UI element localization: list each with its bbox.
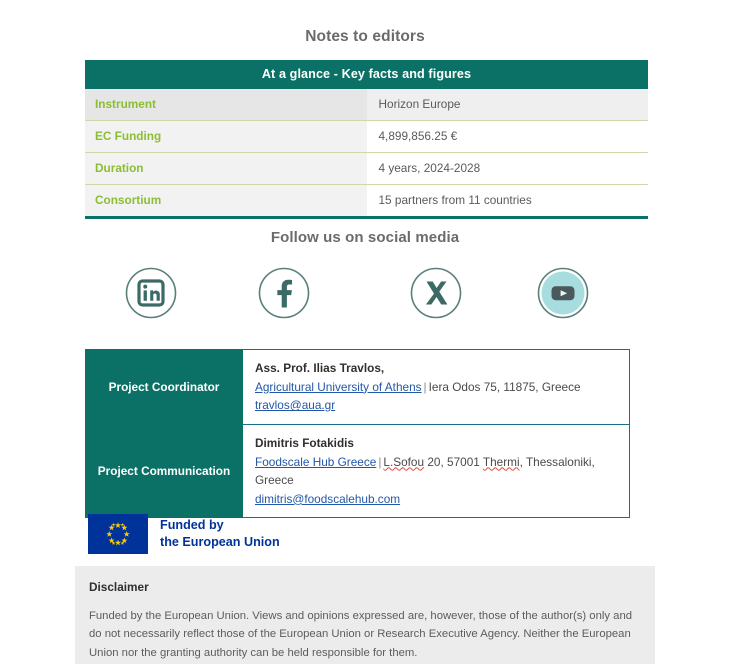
social-media-links bbox=[85, 262, 648, 326]
communication-separator: | bbox=[378, 454, 382, 469]
communication-address-street: L.Sofou bbox=[383, 454, 425, 469]
facebook-link[interactable] bbox=[253, 262, 315, 324]
coordinator-email-link[interactable]: travlos@aua.gr bbox=[255, 398, 336, 413]
eu-funding-logo bbox=[88, 514, 280, 554]
youtube-icon bbox=[532, 262, 594, 324]
fact-label-instrument: Instrument bbox=[85, 89, 367, 121]
disclaimer-body: Funded by the European Union. Views and opinions expressed are, however, those of the author(s) only and do not necessarily reflect those of the European Union or Research Executive Agency. Neither the European Union nor the granting authority can be held responsible for them. bbox=[89, 610, 633, 659]
x-twitter-icon bbox=[405, 262, 467, 324]
communication-name: Dimitris Fotakidis bbox=[255, 435, 354, 450]
eu-funded-line2: the European Union bbox=[160, 535, 280, 549]
communication-org-link[interactable]: Foodscale Hub Greece bbox=[255, 454, 377, 469]
fact-value-instrument: Horizon Europe bbox=[367, 89, 649, 121]
communication-affiliation-line bbox=[255, 453, 629, 490]
fact-value-consortium: 15 partners from 11 countries bbox=[367, 185, 649, 218]
communication-email-line bbox=[255, 490, 629, 509]
table-row bbox=[85, 185, 648, 218]
table-row bbox=[85, 153, 648, 185]
communication-address-tail: , Thessaloniki, Greece bbox=[255, 454, 595, 488]
coordinator-email-line bbox=[255, 396, 629, 415]
coordinator-name: Ass. Prof. Ilias Travlos, bbox=[255, 361, 385, 375]
facebook-icon bbox=[253, 262, 315, 324]
fact-label-ec-funding: EC Funding bbox=[85, 121, 367, 153]
fact-value-ec-funding: 4,899,856.25 € bbox=[367, 121, 649, 153]
table-row-communication bbox=[86, 424, 630, 518]
fact-label-duration: Duration bbox=[85, 153, 367, 185]
contact-role-communication: Project Communication bbox=[86, 424, 243, 518]
fact-value-duration: 4 years, 2024-2028 bbox=[367, 153, 649, 185]
coordinator-address: Iera Odos 75, 11875, Greece bbox=[428, 379, 581, 394]
key-facts-header-row bbox=[85, 60, 648, 89]
eu-funded-text bbox=[160, 517, 280, 551]
table-row-coordinator bbox=[86, 350, 630, 425]
disclaimer-title: Disclaimer bbox=[89, 580, 149, 594]
contact-details-communication bbox=[243, 424, 630, 518]
eu-funded-line1: Funded by bbox=[160, 518, 224, 532]
fact-label-consortium: Consortium bbox=[85, 185, 367, 218]
key-facts-table bbox=[85, 60, 648, 219]
communication-email-link[interactable]: dimitris@foodscalehub.com bbox=[255, 491, 401, 506]
communication-address-city: Thermi bbox=[482, 454, 520, 469]
social-media-title: Follow us on social media bbox=[270, 229, 460, 246]
contact-details-coordinator bbox=[243, 350, 630, 425]
disclaimer-box bbox=[75, 566, 655, 664]
coordinator-org-link[interactable]: Agricultural University of Athens bbox=[255, 379, 422, 394]
communication-address-mid: 20, 57001 bbox=[424, 454, 483, 469]
table-row bbox=[85, 121, 648, 153]
contacts-table bbox=[85, 349, 630, 518]
table-row bbox=[85, 89, 648, 121]
x-twitter-link[interactable] bbox=[405, 262, 467, 324]
coordinator-affiliation-line bbox=[255, 378, 629, 397]
linkedin-link[interactable] bbox=[120, 262, 182, 324]
linkedin-icon bbox=[120, 262, 182, 324]
youtube-link[interactable] bbox=[532, 262, 594, 324]
coordinator-separator: | bbox=[423, 379, 427, 394]
key-facts-header-title: At a glance - Key facts and figures bbox=[85, 60, 648, 89]
eu-flag-icon bbox=[88, 514, 148, 554]
page-title: Notes to editors bbox=[305, 28, 425, 45]
contact-role-coordinator: Project Coordinator bbox=[86, 350, 243, 425]
